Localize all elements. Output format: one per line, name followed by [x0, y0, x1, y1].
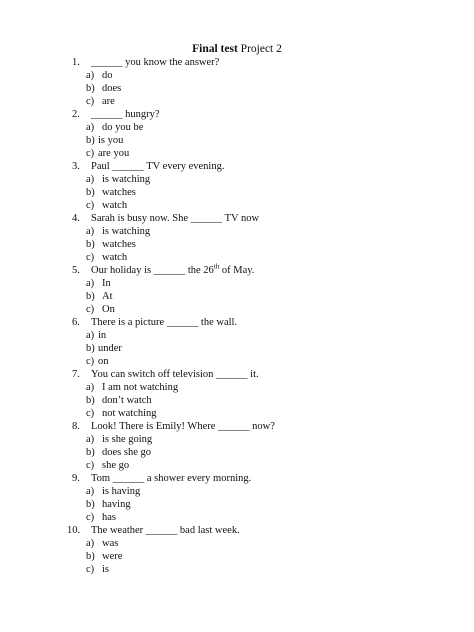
option-9a [72, 485, 434, 498]
question-text: Tom ______ a shower every morning. [91, 473, 252, 484]
option-letter: b) [86, 551, 95, 562]
option-letter: a) [86, 486, 95, 497]
option-10b [72, 550, 434, 563]
option-letter: c) [86, 148, 95, 159]
option-letter: b) [86, 135, 95, 146]
option-letter: b) [86, 395, 95, 406]
question-text: There is a picture ______ the wall. [91, 317, 238, 328]
option-letter: b) [86, 187, 95, 198]
option-5a [72, 277, 434, 290]
option-text: I am not watching [102, 382, 179, 393]
option-text: does [102, 83, 122, 94]
option-text: don’t watch [102, 395, 152, 406]
option-letter: a) [86, 226, 95, 237]
question-number: 3. [72, 161, 80, 172]
option-text: is watching [102, 226, 151, 237]
question-number: 7. [72, 369, 80, 380]
option-9c [72, 511, 434, 524]
question-number: 8. [72, 421, 80, 432]
option-letter: a) [86, 382, 95, 393]
option-text: do [102, 70, 113, 81]
option-letter: a) [86, 538, 95, 549]
option-text: watch [102, 252, 128, 263]
option-letter: b) [86, 343, 95, 354]
question-3 [72, 160, 434, 173]
option-letter: c) [86, 408, 95, 419]
option-9b [72, 498, 434, 511]
question-4 [72, 212, 434, 225]
option-3c [72, 199, 434, 212]
option-letter: c) [86, 356, 95, 367]
option-2b [72, 134, 434, 147]
option-3a [72, 173, 434, 186]
option-8c [72, 459, 434, 472]
option-text: in [98, 330, 107, 341]
option-7b [72, 394, 434, 407]
option-letter: b) [86, 447, 95, 458]
option-6c [72, 355, 434, 368]
question-text: The weather ______ bad last week. [91, 525, 240, 536]
option-text: watch [102, 200, 128, 211]
question-number: 4. [72, 213, 80, 224]
option-3b [72, 186, 434, 199]
option-text: On [102, 304, 115, 315]
option-2c [72, 147, 434, 160]
question-text: ______ you know the answer? [91, 57, 220, 68]
question-list [67, 56, 434, 576]
question-7 [72, 368, 434, 381]
option-text: are [102, 96, 115, 107]
option-5b [72, 290, 434, 303]
title-rest: Project 2 [237, 43, 282, 55]
option-letter: b) [86, 291, 95, 302]
option-2a [72, 121, 434, 134]
question-number: 10. [67, 525, 81, 536]
question-5 [72, 264, 434, 277]
option-letter: b) [86, 239, 95, 250]
option-text: is [102, 564, 110, 575]
question-1 [72, 56, 434, 69]
option-6a [72, 329, 434, 342]
option-letter: a) [86, 434, 95, 445]
option-letter: c) [86, 460, 95, 471]
option-letter: c) [86, 252, 95, 263]
option-text: At [102, 291, 113, 302]
question-text: You can switch off television ______ it. [91, 369, 259, 380]
page-title [0, 42, 474, 56]
question-text: Sarah is busy now. She ______ TV now [91, 213, 260, 224]
option-text: was [102, 538, 119, 549]
option-6b [72, 342, 434, 355]
option-text: she go [102, 460, 130, 471]
option-1c [72, 95, 434, 108]
question-number: 9. [72, 473, 80, 484]
option-1a [72, 69, 434, 82]
option-8a [72, 433, 434, 446]
option-text: watches [102, 187, 136, 198]
option-1b [72, 82, 434, 95]
option-letter: c) [86, 304, 95, 315]
option-4a [72, 225, 434, 238]
question-number: 2. [72, 109, 80, 120]
option-text: does she go [102, 447, 151, 458]
question-text-before: Our holiday is ______ the 26 [91, 265, 214, 276]
question-text-after: of May. [219, 265, 255, 276]
question-text: Look! There is Emily! Where ______ now? [91, 421, 275, 432]
option-letter: a) [86, 278, 95, 289]
question-8 [72, 420, 434, 433]
option-letter: c) [86, 200, 95, 211]
option-text: do you be [102, 122, 144, 133]
option-text: has [102, 512, 116, 523]
option-text: having [102, 499, 131, 510]
option-text: under [98, 343, 122, 354]
option-text: is having [102, 486, 141, 497]
option-letter: b) [86, 499, 95, 510]
option-text: In [102, 278, 111, 289]
option-letter: a) [86, 70, 95, 81]
option-text: on [98, 356, 109, 367]
option-letter: c) [86, 96, 95, 107]
option-10c [72, 563, 434, 576]
question-number: 1. [72, 57, 80, 68]
question-text [91, 264, 254, 277]
ordinal-suffix: th [213, 262, 220, 271]
question-10 [67, 524, 434, 537]
question-number: 6. [72, 317, 80, 328]
question-9 [72, 472, 434, 485]
question-2 [72, 108, 434, 121]
option-text: were [102, 551, 123, 562]
option-text: are you [98, 148, 130, 159]
option-letter: a) [86, 330, 95, 341]
option-letter: b) [86, 83, 95, 94]
option-5c [72, 303, 434, 316]
option-text: is you [98, 135, 124, 146]
question-text: Paul ______ TV every evening. [91, 161, 225, 172]
option-text: is watching [102, 174, 151, 185]
option-7c [72, 407, 434, 420]
option-letter: c) [86, 512, 95, 523]
option-4c [72, 251, 434, 264]
question-6 [72, 316, 434, 329]
option-10a [72, 537, 434, 550]
option-letter: c) [86, 564, 95, 575]
question-text: ______ hungry? [91, 109, 160, 120]
option-text: is she going [102, 434, 153, 445]
option-text: not watching [102, 408, 157, 419]
option-letter: a) [86, 122, 95, 133]
option-7a [72, 381, 434, 394]
option-8b [72, 446, 434, 459]
title-bold: Final test [192, 43, 238, 55]
option-4b [72, 238, 434, 251]
question-number: 5. [72, 265, 80, 276]
option-text: watches [102, 239, 136, 250]
option-letter: a) [86, 174, 95, 185]
